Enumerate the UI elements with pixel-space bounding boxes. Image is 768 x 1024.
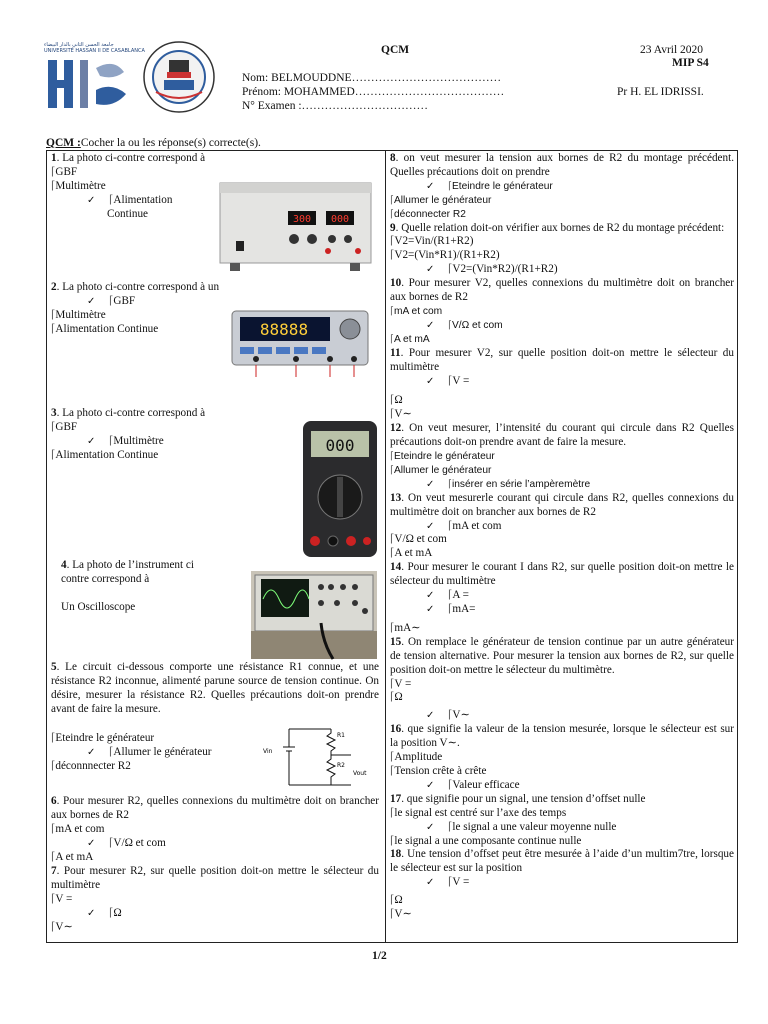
- question-12: 12. On veut mesurer, l’intensité du courant qui circule dans R2 Quelles précautions doit-on prendre avant de faire la mesure. ⌈Eteindre le générateur ⌈Allumer le générateur ✓ ⌈insérer en série l’ampèremètre: [390, 422, 734, 490]
- option-checkbox[interactable]: ⌈Eteindre le générateur: [390, 451, 495, 463]
- psu-display-left: 300: [292, 214, 312, 225]
- check-icon: ✓: [426, 877, 435, 889]
- question-18: 18. Une tension d’offset peut être mesurée à l’aide d’un multim7tre, lorsque le sélecteur est sur la position ✓ ⌈V = ⌈Ω ⌈V∼: [390, 848, 734, 921]
- option-checked[interactable]: ✓ ⌈Allumer le générateur: [87, 745, 212, 758]
- question-table: [46, 150, 738, 943]
- option-checkbox[interactable]: ⌈Tension crête à crête: [390, 764, 487, 777]
- question-14: 14. Pour mesurer le courant I dans R2, sur quelle position doit-on mettre le sélecteur du multimètre ✓ ⌈A = ✓ ⌈mA= ⌈mA∼: [390, 561, 734, 634]
- right-column: [390, 151, 734, 922]
- check-icon: ✓: [426, 319, 435, 331]
- exam-date: 23 Avril 2020: [640, 44, 704, 56]
- question-3: 3. La photo ci-contre correspond à ⌈GBF ✓ ⌈Multimètre ⌈Alimentation Continue: [51, 407, 251, 463]
- vout-label: Vout: [353, 770, 367, 777]
- option-checked[interactable]: ✓ ⌈V∼: [426, 709, 470, 722]
- option-checkbox[interactable]: ⌈déconnecter R2: [390, 208, 466, 220]
- option-checkbox[interactable]: ⌈V∼: [390, 408, 412, 421]
- option-checked[interactable]: ✓ ⌈GBF: [87, 294, 136, 307]
- option-checked[interactable]: ✓ ⌈V =: [426, 876, 470, 889]
- option-checked[interactable]: ✓ ⌈Alimentation: [87, 193, 173, 206]
- instruction-label: QCM :: [46, 137, 81, 149]
- option-checkbox[interactable]: ⌈Ω: [390, 394, 403, 407]
- check-icon: ✓: [426, 478, 435, 490]
- circuit-diagram: [261, 723, 379, 789]
- option-checkbox[interactable]: ⌈V =: [51, 892, 73, 905]
- r1-label: R1: [337, 732, 345, 739]
- option-checkbox[interactable]: ⌈A et mA: [390, 547, 433, 560]
- option-checked[interactable]: ✓ ⌈V =: [426, 374, 470, 387]
- option-checkbox[interactable]: ⌈Multimètre: [51, 308, 106, 321]
- option-checkbox[interactable]: ⌈V2=Vin/(R1+R2): [390, 235, 474, 248]
- question-2: 2. La photo ci-contre correspond à un ✓ ⌈GBF ⌈Multimètre ⌈Alimentation Continue: [51, 281, 251, 337]
- multimeter-photo: [301, 419, 379, 559]
- r2-label: R2: [337, 762, 345, 769]
- option-checkbox[interactable]: ⌈GBF: [51, 420, 78, 433]
- power-supply-photo: [218, 181, 373, 273]
- instruction-text: Cocher la ou les réponse(s) correcte(s).: [80, 137, 261, 149]
- question-5-options: [51, 732, 251, 774]
- check-icon: ✓: [426, 590, 435, 602]
- question-1: 1. La photo ci-contre correspond à ⌈GBF ⌈Multimètre ✓ ⌈Alimentation Continue: [51, 152, 251, 222]
- option-checkbox[interactable]: ⌈V∼: [390, 908, 412, 921]
- vin-label: Vin: [263, 748, 273, 755]
- check-icon: ✓: [426, 821, 435, 833]
- question-5: 5. Le circuit ci-dessous comporte une résistance R1 connue, et une résistance R2 inconnue, alimenté parune source de tension continue. On désire, mesurer la résistance R2. Quelles précautions doit-on prendre avant de faire la mesure.: [51, 661, 379, 715]
- check-icon: ✓: [426, 264, 435, 276]
- option-checkbox[interactable]: ⌈Eteindre le générateur: [51, 732, 155, 744]
- check-icon: ✓: [87, 746, 96, 758]
- question-7: 7. Pour mesurer R2, sur quelle position doit-on mettre le sélecteur du multimètre ⌈V = ✓ ⌈Ω ⌈V∼: [51, 865, 379, 933]
- option-checkbox[interactable]: ⌈V =: [390, 677, 412, 690]
- check-icon: ✓: [426, 520, 435, 532]
- check-icon: ✓: [426, 180, 435, 192]
- option-checkbox[interactable]: ⌈Alimentation Continue: [51, 322, 159, 335]
- check-icon: ✓: [87, 435, 96, 447]
- option-checkbox[interactable]: ⌈A et mA: [51, 850, 94, 863]
- university-logo: جامعة الحسن الثاني بالدار البيضاء UNIVERSITÉ HASSAN II DE CASABLANCA: [44, 42, 134, 112]
- answer-text: Un Oscilloscope: [61, 600, 136, 613]
- option-checked[interactable]: ✓ ⌈Eteindre le générateur: [426, 180, 553, 192]
- option-checkbox[interactable]: ⌈le signal est centré sur l’axe des temps: [390, 806, 567, 819]
- instruction: [46, 137, 261, 149]
- question-10: 10. Pour mesurer V2, quelles connexions du multimètre doit on brancher aux bornes de R2 ⌈mA et com ✓ ⌈V/Ω et com ⌈A et mA: [390, 277, 734, 345]
- check-icon: ✓: [426, 375, 435, 387]
- question-4: 4. La photo de l’instrument ci contre correspond à Un Oscilloscope: [61, 559, 241, 615]
- check-icon: ✓: [426, 710, 435, 722]
- check-icon: ✓: [87, 194, 96, 206]
- question-13: 13. On veut mesurerle courant qui circule dans R2, quelles connexions du multimètre doit on brancher aux bornes de R2 ✓ ⌈mA et com ⌈V/Ω et com ⌈A et mA: [390, 491, 734, 560]
- course-code: MIP S4: [672, 57, 709, 69]
- check-icon: ✓: [87, 907, 96, 919]
- option-checkbox[interactable]: ⌈V∼: [51, 920, 73, 933]
- option-checked[interactable]: ✓ ⌈V/Ω et com: [87, 836, 166, 849]
- option-checkbox[interactable]: ⌈Ω: [390, 894, 403, 907]
- page-number: 1/2: [372, 950, 387, 962]
- option-checkbox[interactable]: ⌈Allumer le générateur: [390, 194, 492, 206]
- psu-display-right: 000: [330, 214, 350, 225]
- student-prenom: Prénom: MOHAMMED…………………………………: [242, 86, 505, 98]
- faculty-logo: [142, 40, 216, 114]
- check-icon: ✓: [87, 837, 96, 849]
- option-checked[interactable]: ✓ ⌈insérer en série l’ampèremètre: [426, 478, 591, 490]
- column-divider: [385, 151, 386, 942]
- question-17: 17. que signifie pour un signal, une tension d’offset nulle ⌈le signal est centré sur l’axe des temps ✓ ⌈le signal a une valeur moyenne nulle ⌈le signal a une composante continue nulle: [390, 793, 734, 849]
- qcm-title: QCM: [381, 44, 410, 56]
- option-checkbox[interactable]: ⌈mA∼: [390, 621, 421, 634]
- option-checked[interactable]: ✓ ⌈le signal a une valeur moyenne nulle: [426, 820, 617, 833]
- professor-name: Pr H. EL IDRISSI.: [617, 86, 704, 98]
- question-8: 8. on veut mesurer la tension aux bornes de R2 du montage précédent. Quelles précautions doit on prendre ✓ ⌈Eteindre le générateur ⌈Allumer le générateur ⌈déconnecter R2: [390, 152, 734, 220]
- option-checked[interactable]: ✓ ⌈mA=: [426, 603, 476, 615]
- option-checked[interactable]: ✓ ⌈Multimètre: [87, 434, 164, 447]
- option-checkbox[interactable]: ⌈le signal a une composante continue nulle: [390, 834, 582, 847]
- exam-number: N° Examen :……………………………: [242, 100, 429, 112]
- option-checked[interactable]: ✓ ⌈Ω: [87, 906, 122, 919]
- check-icon: ✓: [426, 779, 435, 791]
- meter-display: 000: [325, 436, 355, 455]
- check-icon: ✓: [87, 295, 96, 307]
- question-11: 11. Pour mesurer V2, sur quelle position doit-on mettre le sélecteur du multimètre ✓ ⌈V = ⌈Ω ⌈V∼: [390, 346, 734, 421]
- question-15: 15. On remplace le générateur de tension continue par un autre générateur de tension alternative. Pour mesurer la tension aux bornes de R2, sur quelle position doit-on mettre le sélecteur du multimètre. ⌈V = ⌈Ω ✓ ⌈V∼: [390, 635, 734, 722]
- option-checkbox[interactable]: ⌈Ω: [390, 691, 403, 704]
- option-checked[interactable]: ✓ ⌈A =: [426, 589, 469, 602]
- option-checkbox[interactable]: ⌈V2=(Vin*R1)/(R1+R2): [390, 249, 500, 262]
- option-checked[interactable]: ✓ ⌈mA et com: [426, 519, 502, 532]
- option-checkbox[interactable]: ⌈Alimentation Continue: [51, 448, 159, 461]
- option-checkbox[interactable]: ⌈Allumer le générateur: [390, 464, 492, 476]
- question-16: 16. que signifie la valeur de la tension mesurée, lorsque le sélecteur est sur la position V∼. ⌈Amplitude ⌈Tension crête à crête ✓ ⌈Valeur efficace: [390, 723, 734, 791]
- option-checked[interactable]: ✓ ⌈V/Ω et com: [426, 319, 503, 331]
- option-checkbox[interactable]: ⌈Multimètre: [51, 179, 106, 192]
- oscilloscope-photo: [251, 571, 377, 659]
- option-checkbox[interactable]: ⌈GBF: [51, 165, 78, 178]
- question-9: 9. Quelle relation doit-on vérifier aux bornes de R2 du montage précédent: ⌈V2=Vin/(R1+R2) ⌈V2=(Vin*R1)/(R1+R2) ✓ ⌈V2=(Vin*R2)/(R1+R2): [390, 222, 734, 278]
- option-checkbox[interactable]: ⌈mA et com: [51, 822, 105, 835]
- option-checkbox[interactable]: ⌈V/Ω et com: [390, 533, 447, 546]
- gbf-display: 88888: [259, 320, 309, 339]
- student-nom: Nom: BELMOUDDNE…………………………………: [242, 72, 502, 84]
- option-checkbox[interactable]: ⌈A et mA: [390, 333, 430, 345]
- option-checkbox[interactable]: ⌈déconnnecter R2: [51, 759, 131, 772]
- gbf-photo: [226, 297, 374, 392]
- question-6: 6. Pour mesurer R2, quelles connexions du multimètre doit on brancher aux bornes de R2 ⌈mA et com ✓ ⌈V/Ω et com ⌈A et mA: [51, 795, 379, 863]
- option-checked[interactable]: ✓ ⌈V2=(Vin*R2)/(R1+R2): [426, 263, 558, 276]
- option-checked[interactable]: ✓ ⌈Valeur efficace: [426, 778, 520, 791]
- option-checkbox[interactable]: ⌈mA et com: [390, 305, 443, 317]
- option-checkbox[interactable]: ⌈Amplitude: [390, 751, 443, 764]
- check-icon: ✓: [426, 604, 435, 615]
